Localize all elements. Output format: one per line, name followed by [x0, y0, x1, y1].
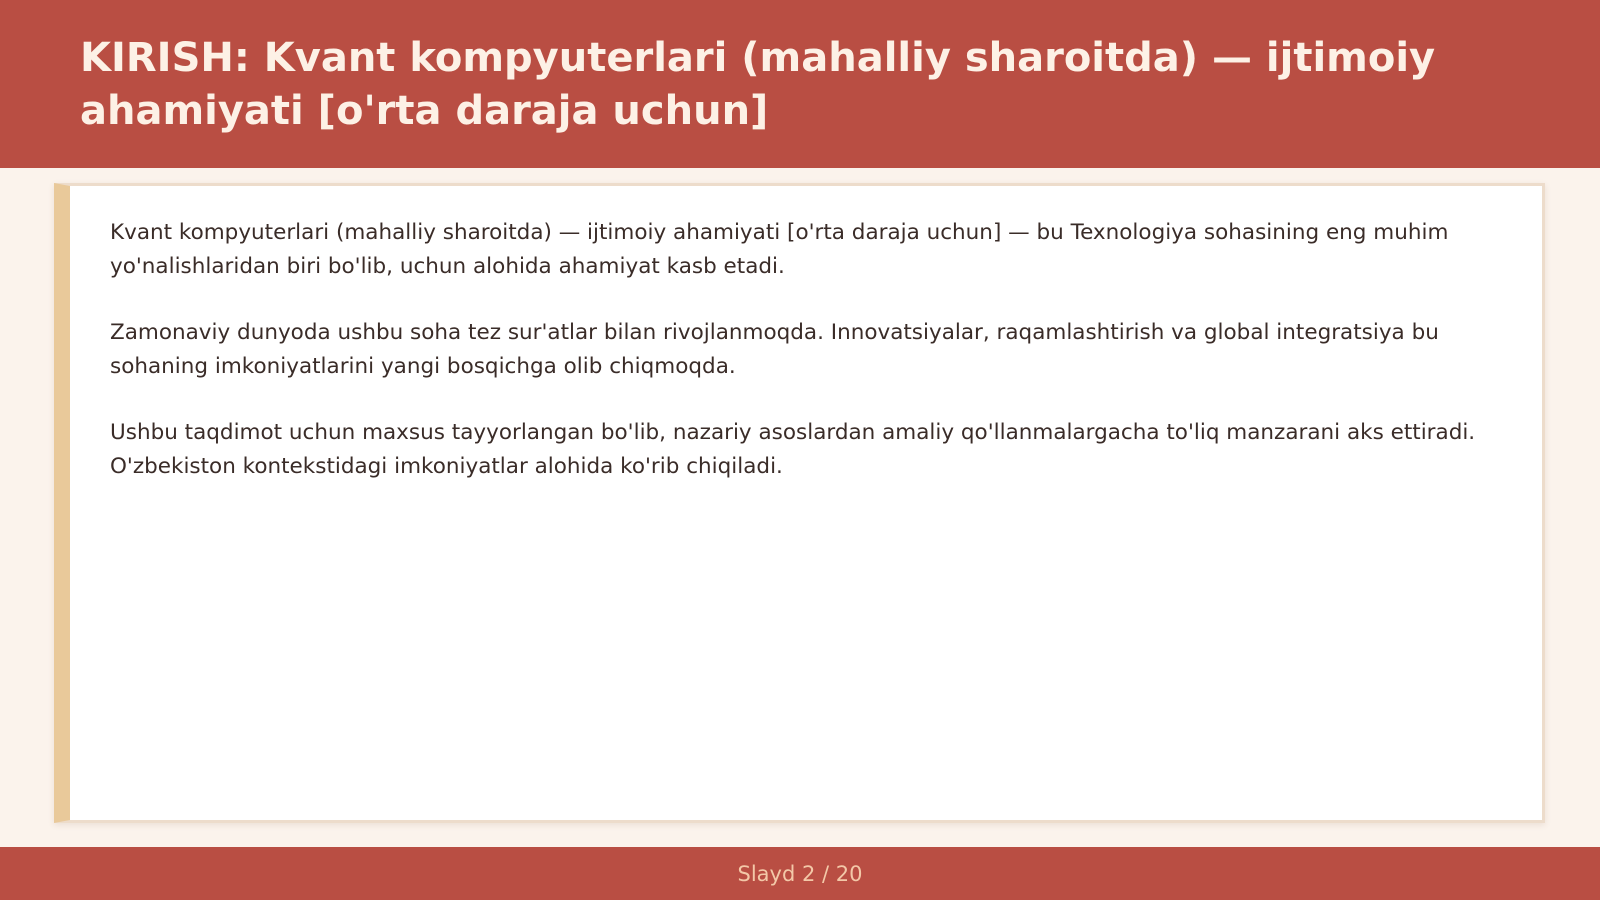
context-paragraph: Zamonaviy dunyoda ushbu soha tez sur'atlar bilan rivojlanmoqda. Innovatsiyalar, raqamlashtirish va global integratsiya bu sohaning imkoniyatlarini yangi bosqichga olib chiqmoqda.: [110, 320, 1439, 379]
slide-title: KIRISH: Kvant kompyuterlari (mahalliy sharoitda) — ijtimoiy ahamiyati [o'rta daraja uchun]: [80, 35, 1436, 134]
slide-header: [0, 0, 1600, 168]
slide-footer: [0, 847, 1600, 900]
intro-paragraph: Kvant kompyuterlari (mahalliy sharoitda) — ijtimoiy ahamiyati [o'rta daraja uchun] — bu Texnologiya sohasining eng muhim yo'nalishlaridan biri bo'lib, uchun alohida ahamiyat kasb etadi.: [110, 220, 1449, 279]
content-card: [54, 183, 1545, 823]
slide-counter: Slayd 2 / 20: [737, 861, 863, 886]
purpose-paragraph: Ushbu taqdimot uchun maxsus tayyorlangan bo'lib, nazariy asoslardan amaliy qo'llanmalargacha to'liq manzarani aks ettiradi. O'zbekiston kontekstidagi imkoniyatlar alohida ko'rib chiqiladi.: [110, 420, 1476, 479]
